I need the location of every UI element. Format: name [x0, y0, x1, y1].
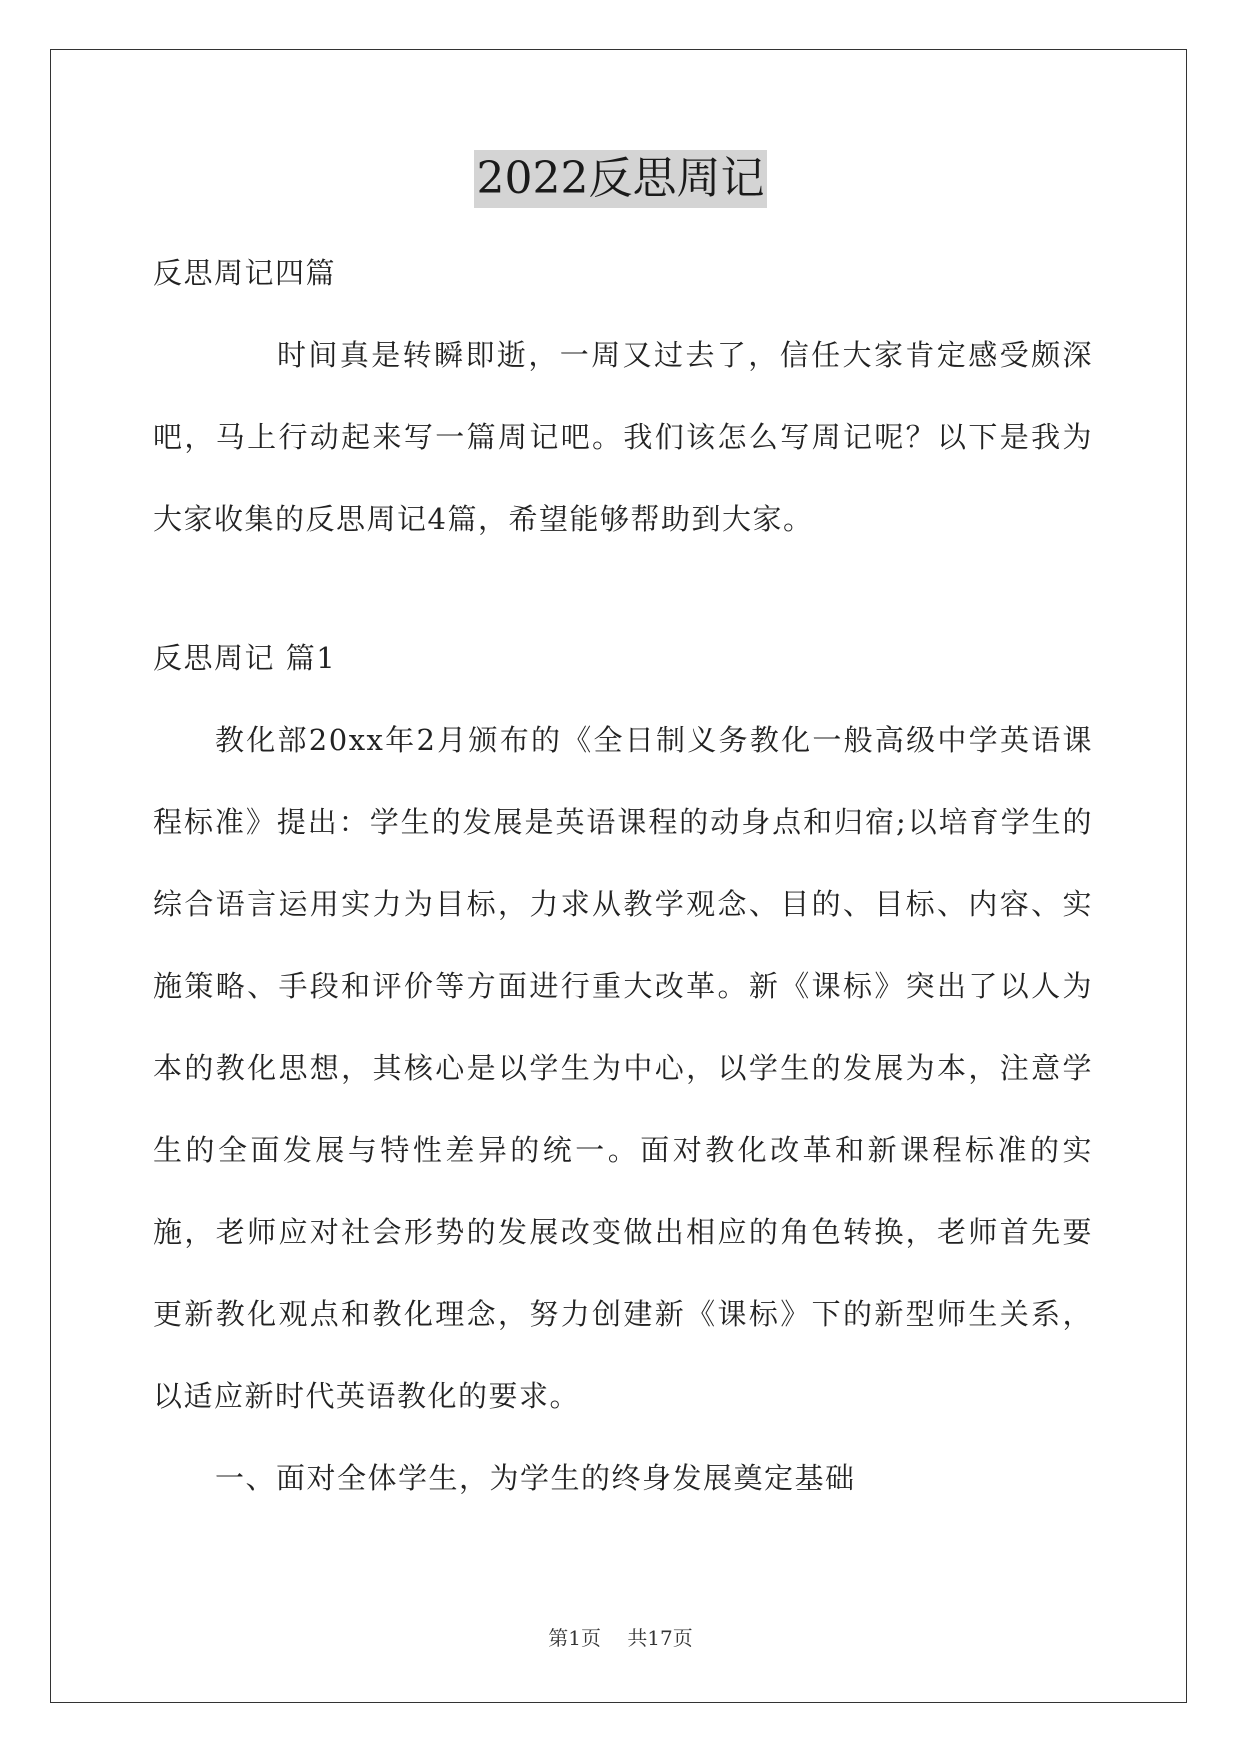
body-paragraph: 教化部20xx年2月颁布的《全日制义务教化一般高级中学英语课程标准》提出：学生的发展是英语课程的动身点和归宿;以培育学生的综合语言运用实力为目标，力求从教学观念、目的、目标、内容、实施策略、手段和评价等方面进行重大改革。新《课标》突出了以人为本的教化思想，其核心是以学生为中心，以学生的发展为本，注意学生的全面发展与特性差异的统一。面对教化改革和新课程标准的实施，老师应对社会形势的发展改变做出相应的角色转换，老师首先要更新教化观点和教化理念，努力创建新《课标》下的新型师生关系，以适应新时代英语教化的要求。	[153, 723, 1093, 1413]
page-total: 共17页	[627, 1626, 693, 1650]
intro-paragraph: 时间真是转瞬即逝，一周又过去了，信任大家肯定感受颇深吧，马上行动起来写一篇周记吧。我们该怎么写周记呢？以下是我为大家收集的反思周记4篇，希望能够帮助到大家。	[153, 338, 1093, 536]
document-body	[153, 232, 1093, 1519]
document-subtitle: 反思周记四篇	[153, 256, 337, 290]
document-title: 2022反思周记	[474, 150, 768, 208]
section-heading: 反思周记 篇1	[153, 641, 337, 675]
page-footer	[0, 1622, 1241, 1651]
section-spacer	[153, 560, 1093, 617]
title-container	[0, 150, 1241, 208]
page-number: 第1页	[548, 1626, 601, 1650]
body-paragraph: 一、面对全体学生，为学生的终身发展奠定基础	[215, 1461, 856, 1495]
